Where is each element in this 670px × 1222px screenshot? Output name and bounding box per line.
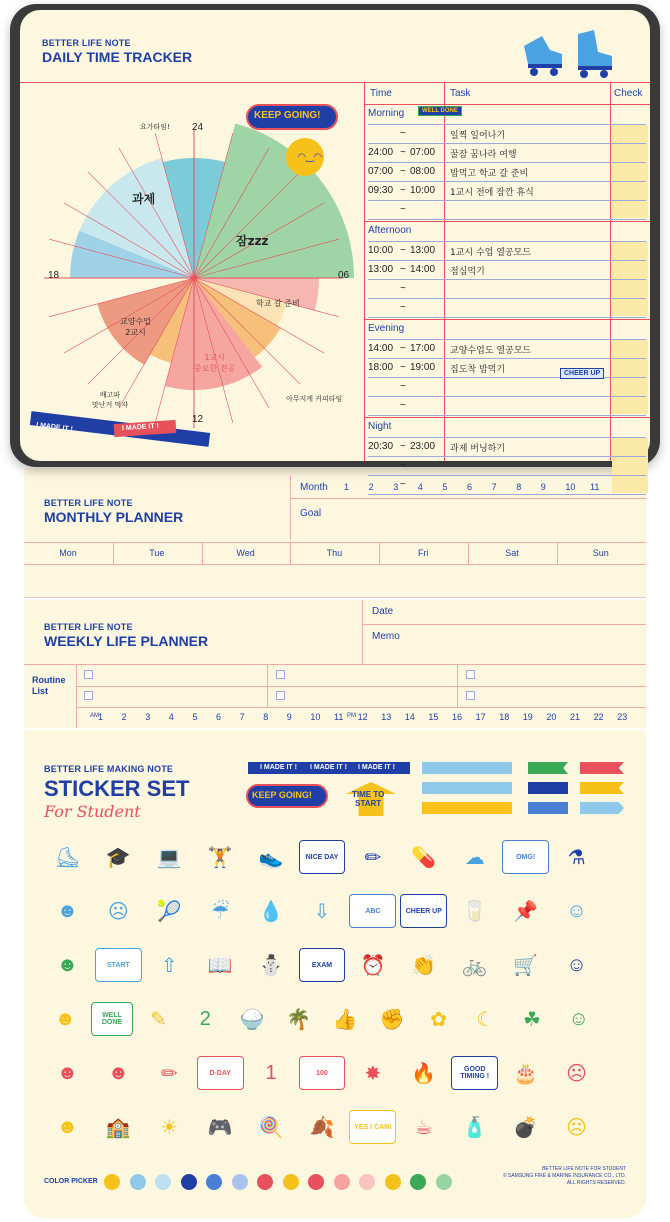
row-start: 07:00 bbox=[368, 166, 394, 177]
month-10[interactable]: 10 bbox=[565, 482, 576, 492]
month-1[interactable]: 1 bbox=[344, 482, 350, 492]
bottle-icon: 🧴 bbox=[462, 1116, 488, 1139]
row-start: 24:00 bbox=[368, 147, 394, 158]
yes-i-can-icon: YES I CAN! bbox=[349, 1110, 396, 1144]
color-swatch-3[interactable] bbox=[181, 1174, 197, 1190]
cheer-up-badge: CHEER UP bbox=[560, 368, 604, 379]
color-swatch-2[interactable] bbox=[155, 1174, 171, 1190]
sneaker-icon: 👟 bbox=[258, 846, 284, 869]
row-tilde: ~ bbox=[400, 283, 406, 294]
color-swatch-9[interactable] bbox=[334, 1174, 350, 1190]
bomb-icon: 💣 bbox=[513, 1116, 539, 1139]
row-line bbox=[368, 358, 646, 359]
hour-top: 24 bbox=[192, 122, 204, 133]
hour-left: 18 bbox=[48, 270, 60, 281]
row-task[interactable]: 과제 버닝하기 bbox=[450, 444, 506, 454]
hour-9: 9 bbox=[286, 712, 292, 722]
row-line bbox=[368, 143, 646, 144]
made-it-tape-2-text: I MADE IT ! bbox=[121, 422, 160, 433]
fire-icon: 🔥 bbox=[411, 1062, 437, 1085]
row-start: 13:00 bbox=[368, 264, 394, 275]
row-start: 14:00 bbox=[368, 343, 394, 354]
row-line bbox=[368, 317, 646, 318]
color-swatch-1[interactable] bbox=[130, 1174, 146, 1190]
racket-tape bbox=[422, 802, 512, 814]
row-end: 10:00 bbox=[410, 185, 436, 196]
keep-going-badge-text: KEEP GOING! bbox=[254, 110, 321, 121]
smiley-green-icon: ☺ bbox=[568, 1007, 589, 1030]
d-day-icon: D-DAY bbox=[197, 1056, 244, 1090]
yellow-blob-icon: ☻ bbox=[54, 1007, 76, 1030]
burst-icon: ✸ bbox=[364, 1062, 382, 1085]
routine-checkbox[interactable] bbox=[466, 670, 475, 679]
routine-checkbox[interactable] bbox=[84, 691, 93, 700]
section-top-line bbox=[368, 437, 646, 438]
row-task[interactable]: 일찍 일어나기 bbox=[450, 131, 506, 141]
flag-green bbox=[528, 762, 568, 774]
color-swatch-11[interactable] bbox=[385, 1174, 401, 1190]
bicycle-icon: 🚲 bbox=[462, 954, 488, 977]
color-picker-label: COLOR PICKER bbox=[44, 1178, 98, 1185]
row-task[interactable]: 집도착 밥먹기 bbox=[450, 365, 506, 375]
snowman-icon: ⛄ bbox=[258, 954, 284, 977]
color-swatch-12[interactable] bbox=[410, 1174, 426, 1190]
row-tilde: ~ bbox=[400, 441, 406, 452]
label-liberal: 교양수업 2교시 bbox=[120, 317, 151, 337]
row-start: 20:30 bbox=[368, 441, 394, 452]
made-it-1: I MADE IT ! bbox=[260, 764, 297, 771]
lollipop-icon: 🍭 bbox=[258, 1116, 284, 1139]
pushpin-icon: 📌 bbox=[513, 900, 539, 923]
exam-icon: EXAM bbox=[299, 948, 346, 982]
pm-label: PM bbox=[347, 713, 356, 719]
well-done-icon: WELL DONE bbox=[91, 1002, 134, 1036]
row-task[interactable]: 꿀잠 꿈나라 여행 bbox=[450, 150, 517, 160]
row-line bbox=[368, 219, 646, 220]
color-swatch-7[interactable] bbox=[283, 1174, 299, 1190]
section-divider bbox=[364, 319, 650, 320]
alarm-clock-icon: ⏰ bbox=[360, 954, 386, 977]
leaf-icon: 🍂 bbox=[309, 1116, 335, 1139]
hour-12: 12 bbox=[357, 712, 368, 722]
row-start: 10:00 bbox=[368, 245, 394, 256]
label-lunch: 배고파 맛난거 먹자 bbox=[92, 391, 129, 409]
month-5[interactable]: 5 bbox=[442, 482, 448, 492]
row-task[interactable]: 교양수업도 열공모드 bbox=[450, 346, 532, 356]
row-tilde: ~ bbox=[400, 147, 406, 158]
hour-2: 2 bbox=[121, 712, 127, 722]
color-swatch-0[interactable] bbox=[104, 1174, 120, 1190]
made-it-2: I MADE IT ! bbox=[310, 764, 347, 771]
number-two-icon: 2 bbox=[199, 1007, 211, 1030]
yellow-blob-2-icon: ☻ bbox=[56, 1115, 78, 1138]
row-tilde: ~ bbox=[400, 245, 406, 256]
row-line bbox=[368, 475, 646, 476]
hour-1: 1 bbox=[98, 712, 104, 722]
row-line bbox=[368, 298, 646, 299]
hour-3: 3 bbox=[145, 712, 151, 722]
dumbbell-icon: 🏋 bbox=[207, 846, 233, 869]
pill-icon: 💊 bbox=[411, 846, 437, 869]
red-blob-2-icon: ☻ bbox=[107, 1061, 129, 1084]
rain-cloud-icon: ☔ bbox=[211, 900, 230, 923]
day-mon: Mon bbox=[59, 548, 77, 558]
smiley-blue-icon: ☺ bbox=[566, 899, 587, 922]
row-line bbox=[368, 456, 646, 457]
hour-15: 15 bbox=[428, 712, 439, 722]
month-label: Month bbox=[300, 482, 328, 493]
hour-7: 7 bbox=[239, 712, 245, 722]
table-border-task bbox=[610, 82, 611, 461]
color-swatch-6[interactable] bbox=[257, 1174, 273, 1190]
monthly-planner bbox=[24, 468, 646, 598]
clover-icon: ☘ bbox=[523, 1008, 541, 1031]
drops-icon: 💧 bbox=[258, 900, 284, 923]
weather-tape bbox=[422, 762, 512, 774]
laptop-icon: 💻 bbox=[156, 846, 182, 869]
routine-label: Routine List bbox=[32, 675, 66, 696]
row-line bbox=[368, 181, 646, 182]
red-blob-icon: ☻ bbox=[56, 1061, 78, 1084]
pencils-icon: ✏ bbox=[364, 846, 382, 869]
nice-day-icon: NICE DAY bbox=[299, 840, 346, 874]
sticker-subtitle: For Student bbox=[44, 802, 141, 821]
flag-blue bbox=[528, 802, 568, 814]
month-9[interactable]: 9 bbox=[540, 482, 546, 492]
sun-icon: ☀ bbox=[160, 1116, 179, 1139]
day-fri: Fri bbox=[417, 548, 429, 558]
day-divider bbox=[557, 542, 558, 564]
header-time: Time bbox=[370, 88, 392, 99]
made-it-3: I MADE IT ! bbox=[358, 764, 395, 771]
color-swatch-13[interactable] bbox=[436, 1174, 452, 1190]
clap-icon: 👏 bbox=[411, 954, 437, 977]
row-tilde: ~ bbox=[400, 185, 406, 196]
day-divider bbox=[113, 542, 114, 564]
weekly-title: WEEKLY LIFE PLANNER bbox=[44, 633, 209, 649]
routine-checkbox[interactable] bbox=[466, 691, 475, 700]
row-end: 17:00 bbox=[410, 343, 436, 354]
weekly-brand: BETTER LIFE NOTE bbox=[44, 622, 133, 632]
hour-6: 6 bbox=[216, 712, 222, 722]
row-end: 13:00 bbox=[410, 245, 436, 256]
row-tilde: ~ bbox=[400, 343, 406, 354]
monthly-title: MONTHLY PLANNER bbox=[44, 509, 184, 525]
row-tilde: ~ bbox=[400, 166, 406, 177]
section-top-line bbox=[368, 339, 646, 340]
good-timing-icon: GOOD TIMING ! bbox=[451, 1056, 498, 1090]
row-tilde: ~ bbox=[400, 381, 406, 392]
row-line bbox=[368, 396, 646, 397]
month-8[interactable]: 8 bbox=[516, 482, 522, 492]
memo-label: Memo bbox=[372, 631, 400, 642]
arrow-down-icon: ⇩ bbox=[313, 900, 331, 923]
color-swatch-4[interactable] bbox=[206, 1174, 222, 1190]
pencil-cup-icon: ✎ bbox=[150, 1008, 168, 1031]
label-major: 1교시 중요한 전공 bbox=[194, 353, 236, 373]
label-gwaje: 과제 bbox=[132, 192, 156, 206]
time-to-start-text: TIME TO START bbox=[352, 790, 385, 808]
row-line bbox=[368, 200, 646, 201]
label-school: 학교 갈 준비 bbox=[256, 299, 300, 308]
label-yoga: 요가타임! bbox=[140, 123, 170, 131]
slice-sleep bbox=[194, 123, 354, 278]
day-tue: Tue bbox=[149, 548, 165, 558]
row-tilde: ~ bbox=[400, 302, 406, 313]
row-task[interactable]: 점심먹기 bbox=[450, 267, 485, 277]
label-coffee: 아무지게 커피타임 bbox=[286, 395, 343, 403]
cart-icon: 🛒 bbox=[513, 954, 539, 977]
day-thu: Thu bbox=[326, 548, 343, 558]
flag-navy bbox=[528, 782, 568, 794]
cheer-up-icon: CHEER UP bbox=[400, 894, 447, 928]
check-column-0[interactable] bbox=[612, 125, 648, 218]
routine-checkbox[interactable] bbox=[276, 670, 285, 679]
hour-18: 18 bbox=[499, 712, 510, 722]
day-divider bbox=[468, 542, 469, 564]
smiley-red-icon: ☹ bbox=[566, 1062, 587, 1085]
day-sun: Sun bbox=[592, 548, 609, 558]
color-swatch-5[interactable] bbox=[232, 1174, 248, 1190]
row-task[interactable]: 밥먹고 학교 갈 준비 bbox=[450, 169, 529, 179]
section-morning: Morning bbox=[368, 108, 405, 119]
color-swatch-10[interactable] bbox=[359, 1174, 375, 1190]
palm-tree-icon: 🌴 bbox=[286, 1008, 312, 1031]
flag-skyblue bbox=[580, 802, 624, 814]
row-line bbox=[368, 377, 646, 378]
routine-checkbox[interactable] bbox=[84, 670, 93, 679]
cake-icon: 🎂 bbox=[513, 1062, 539, 1085]
green-blob-icon: ☻ bbox=[56, 953, 78, 976]
thumbs-up-icon: 👍 bbox=[332, 1008, 358, 1031]
row-tilde: ~ bbox=[400, 362, 406, 373]
row-tilde: ~ bbox=[400, 128, 406, 139]
row-line bbox=[368, 162, 646, 163]
made-it-tape-1-text: I MADE IT ! bbox=[35, 421, 74, 434]
hour-14: 14 bbox=[404, 712, 415, 722]
hour-10: 10 bbox=[310, 712, 321, 722]
row-line bbox=[368, 415, 646, 416]
row-start: 09:30 bbox=[368, 185, 394, 196]
hour-8: 8 bbox=[263, 712, 269, 722]
row-tilde: ~ bbox=[400, 400, 406, 411]
blue-blob-icon: ☻ bbox=[56, 899, 78, 922]
day-divider bbox=[290, 542, 291, 564]
pencil-tape bbox=[422, 782, 512, 794]
cloud-icon: ☁ bbox=[464, 846, 485, 869]
flag-yellow bbox=[580, 782, 624, 794]
hour-4: 4 bbox=[168, 712, 174, 722]
month-3[interactable]: 3 bbox=[393, 482, 399, 492]
start-icon: START bbox=[95, 948, 142, 982]
section-night: Night bbox=[368, 421, 392, 432]
coffee-cup-icon: ☕ bbox=[414, 1116, 433, 1139]
omg-icon: OMG! bbox=[502, 840, 549, 874]
perfect-day-icon: ☺ bbox=[566, 953, 587, 976]
keep-going-text: KEEP GOING! bbox=[252, 790, 312, 800]
gamepad-icon: 🎮 bbox=[207, 1116, 233, 1139]
time-pie-chart bbox=[54, 102, 374, 422]
header-divider bbox=[364, 104, 650, 105]
row-task[interactable]: 1교시 수업 열공모드 bbox=[450, 248, 532, 258]
tracker-title: DAILY TIME TRACKER bbox=[42, 49, 193, 65]
hour-17: 17 bbox=[475, 712, 486, 722]
smiley-face-icon: ◠‿◠ bbox=[298, 152, 322, 163]
section-divider bbox=[364, 417, 650, 418]
row-line bbox=[368, 494, 646, 495]
book-icon: 📖 bbox=[207, 954, 233, 977]
tracker-brand: BETTER LIFE NOTE bbox=[42, 38, 131, 48]
section-divider bbox=[364, 221, 650, 222]
sticker-brand: BETTER LIFE MAKING NOTE bbox=[44, 764, 174, 774]
copyright: BETTER LIFE NOTE FOR STUDENT © SAMSUNG FIRE & MARINE INSURANCE CO., LTD. ALL RIGHTS RESERVED. bbox=[502, 1166, 626, 1186]
table-border-time bbox=[444, 82, 445, 461]
flask-icon: ⚗ bbox=[567, 846, 586, 869]
sad-blob-icon: ☹ bbox=[107, 900, 129, 923]
fist-icon: ✊ bbox=[379, 1008, 405, 1031]
row-tilde: ~ bbox=[400, 460, 406, 471]
school-icon: 🏫 bbox=[105, 1116, 131, 1139]
goal-label: Goal bbox=[300, 508, 322, 519]
arrow-up-icon: ⇧ bbox=[160, 954, 178, 977]
am-label: AM bbox=[90, 713, 99, 719]
hour-5: 5 bbox=[192, 712, 198, 722]
section-evening: Evening bbox=[368, 323, 405, 334]
row-start: 18:00 bbox=[368, 362, 394, 373]
section-top-line bbox=[368, 124, 646, 125]
section-top-line bbox=[368, 241, 646, 242]
row-end: 23:00 bbox=[410, 441, 436, 452]
day-sat: Sat bbox=[505, 548, 519, 558]
well-done-badge: WELL DONE bbox=[418, 106, 462, 116]
hundred-icon: 100 bbox=[299, 1056, 346, 1090]
hour-21: 21 bbox=[570, 712, 581, 722]
row-end: 14:00 bbox=[410, 264, 436, 275]
row-line bbox=[368, 260, 646, 261]
header-task: Task bbox=[450, 88, 471, 99]
roller-skate-icon: ⛸ bbox=[54, 846, 81, 869]
graduation-cap-icon: 🎓 bbox=[105, 846, 131, 869]
sticker-set bbox=[24, 730, 646, 1218]
water-glass-icon: 🥛 bbox=[462, 900, 488, 923]
row-tilde: ~ bbox=[400, 264, 406, 275]
hour-11: 11 bbox=[334, 712, 344, 722]
tennis-racket-icon: 🎾 bbox=[156, 900, 182, 923]
hour-20: 20 bbox=[546, 712, 557, 722]
table-border-left bbox=[364, 82, 365, 461]
row-tilde: ~ bbox=[400, 204, 406, 215]
hour-13: 13 bbox=[381, 712, 392, 722]
month-11[interactable]: 11 bbox=[590, 482, 600, 492]
abc-blocks-icon: ABC bbox=[349, 894, 396, 928]
smiley-yellow-icon: ☹ bbox=[566, 1116, 587, 1139]
section-afternoon: Afternoon bbox=[368, 225, 412, 236]
row-end: 08:00 bbox=[410, 166, 436, 177]
row-end: 07:00 bbox=[410, 147, 436, 158]
hour-right: 06 bbox=[338, 270, 350, 281]
check-column-3[interactable] bbox=[612, 438, 648, 493]
number-one-icon: 1 bbox=[265, 1061, 277, 1084]
hour-22: 22 bbox=[593, 712, 604, 722]
day-divider bbox=[379, 542, 380, 564]
hour-23: 23 bbox=[617, 712, 628, 722]
date-label: Date bbox=[372, 606, 394, 617]
flowers-icon: ✿ bbox=[430, 1008, 448, 1031]
month-4[interactable]: 4 bbox=[417, 482, 423, 492]
row-line bbox=[368, 279, 646, 280]
roller-skate-icon bbox=[514, 24, 634, 78]
row-tilde: ~ bbox=[400, 479, 406, 490]
weekly-planner bbox=[24, 600, 646, 728]
month-6[interactable]: 6 bbox=[467, 482, 473, 492]
month-2[interactable]: 2 bbox=[368, 482, 374, 492]
day-wed: Wed bbox=[236, 548, 255, 558]
day-divider bbox=[202, 542, 203, 564]
pencil-icon: ✏ bbox=[160, 1062, 178, 1085]
rice-bowl-icon: 🍚 bbox=[239, 1008, 265, 1031]
header-check: Check bbox=[614, 88, 643, 99]
monthly-brand: BETTER LIFE NOTE bbox=[44, 498, 133, 508]
month-7[interactable]: 7 bbox=[491, 482, 497, 492]
hour-19: 19 bbox=[522, 712, 533, 722]
routine-checkbox[interactable] bbox=[276, 691, 285, 700]
row-end: 19:00 bbox=[410, 362, 436, 373]
color-swatch-8[interactable] bbox=[308, 1174, 324, 1190]
hour-bottom: 12 bbox=[192, 414, 204, 425]
flag-red bbox=[580, 762, 624, 774]
hour-16: 16 bbox=[452, 712, 463, 722]
moon-icon: ☾ bbox=[476, 1008, 495, 1031]
row-task[interactable]: 1교시 전에 잠깐 휴식 bbox=[450, 188, 534, 198]
label-sleep: 잠zzz bbox=[236, 234, 269, 248]
sticker-title: STICKER SET bbox=[44, 776, 190, 801]
